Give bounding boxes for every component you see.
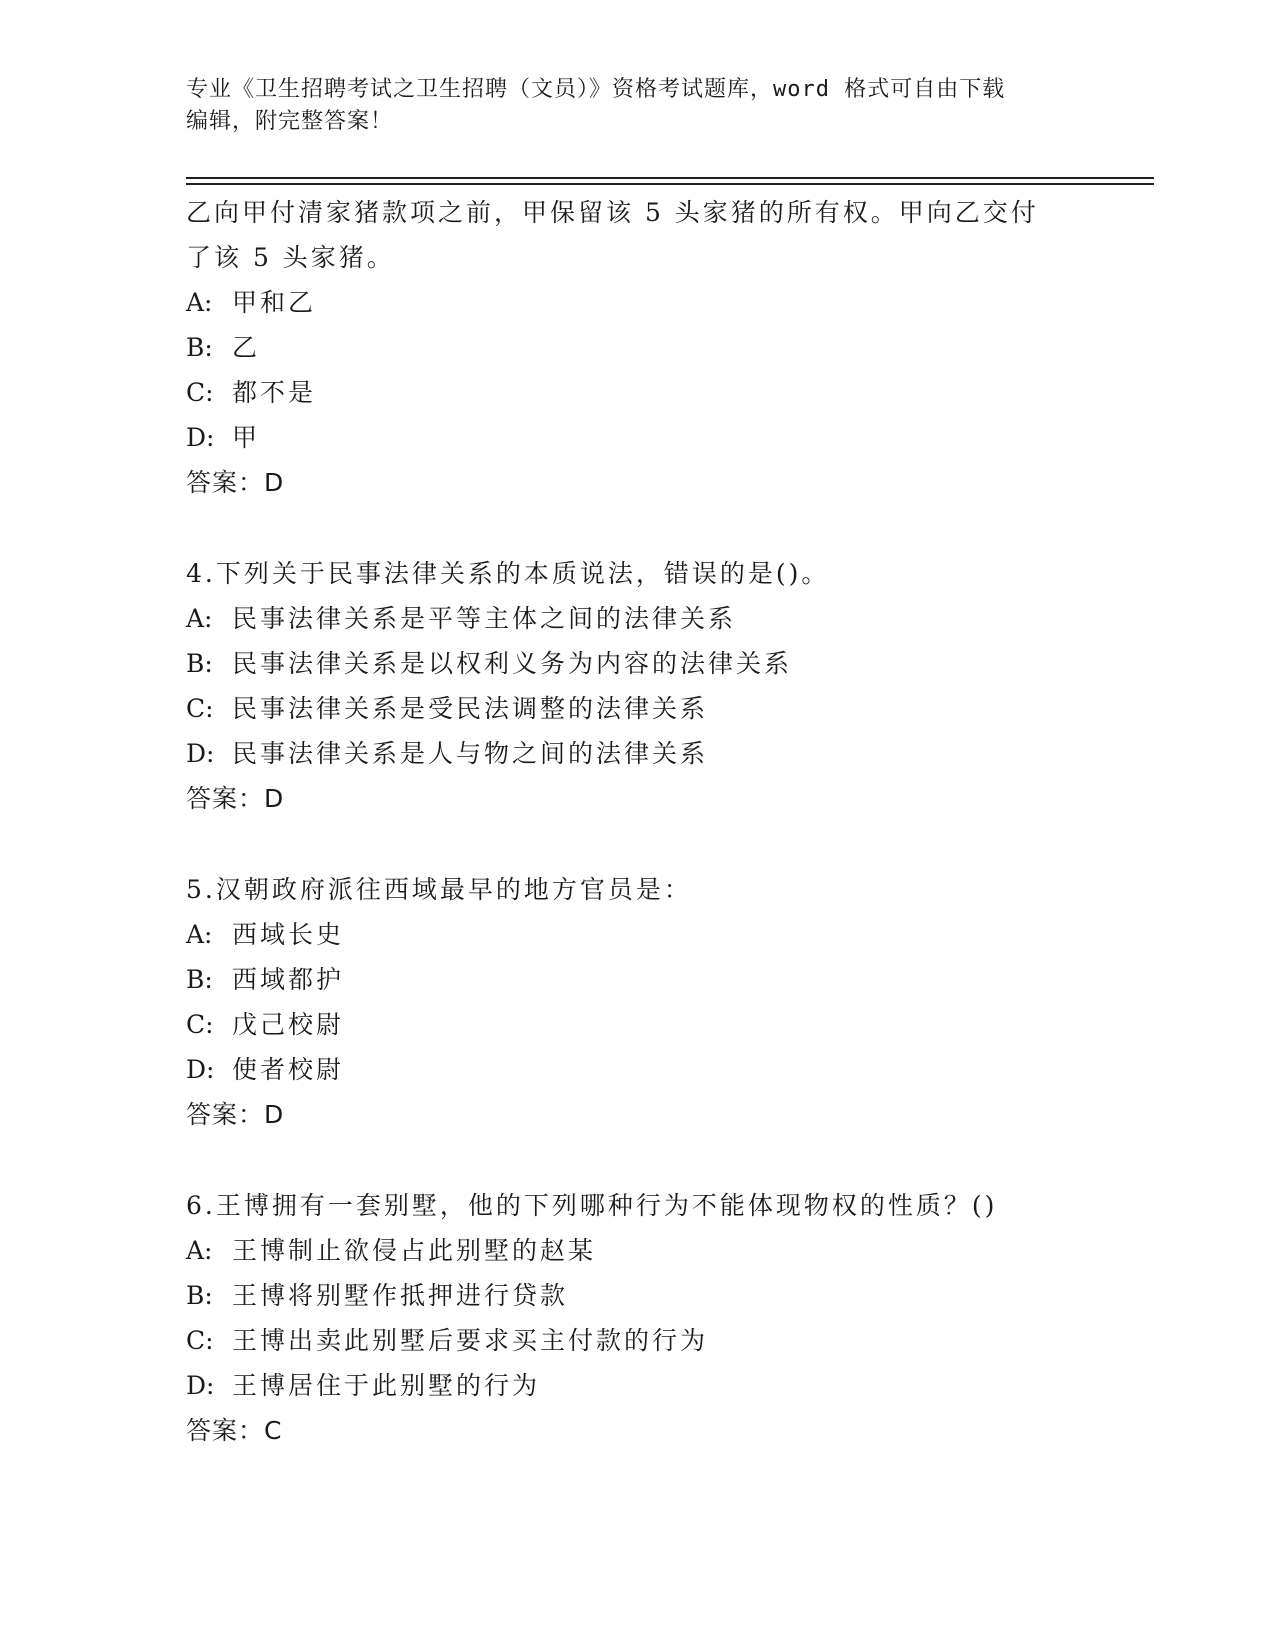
option-letter: A: [186,604,213,633]
option-d [186,1047,1146,1092]
option-text: 甲和乙 [232,288,317,317]
option-text: 王博居住于此别墅的行为 [232,1371,541,1400]
option-letter: D: [186,423,215,452]
option-letter: D: [186,1055,215,1084]
header-divider-top [186,177,1154,179]
question-stem: 4.下列关于民事法律关系的本质说法，错误的是()。 [186,559,830,588]
option-text: 民事法律关系是人与物之间的法律关系 [232,739,709,768]
option-text: 甲 [232,423,261,452]
question-stem-continued: 了该 5 头家猪。 [186,243,395,272]
option-letter: D: [186,1371,215,1400]
document-header [186,74,1086,138]
option-b [186,641,1146,686]
answer-line: 答案：D [186,468,285,497]
option-d [186,415,1146,460]
option-letter: A: [186,920,213,949]
option-letter: C: [186,694,214,723]
option-letter: C: [186,1010,214,1039]
option-letter: C: [186,1326,214,1355]
answer-line: 答案：D [186,1100,285,1129]
option-letter: D: [186,739,215,768]
option-letter: B: [186,333,213,362]
option-text: 西域都护 [232,965,345,994]
option-b [186,957,1146,1002]
answer-line: 答案：D [186,784,285,813]
question-5 [186,867,1146,1137]
option-a [186,596,1146,641]
option-text: 民事法律关系是以权利义务为内容的法律关系 [232,649,793,678]
option-b [186,1273,1146,1318]
header-line-2: 编辑，附完整答案！ [186,109,394,134]
question-list [186,190,1146,1453]
header-line-1: 专业《卫生招聘考试之卫生招聘（文员）》资格考试题库，word 格式可自由下载 [186,77,1006,102]
option-a [186,1228,1146,1273]
option-text: 王博制止欲侵占此别墅的赵某 [232,1236,597,1265]
header-divider-bottom [186,183,1154,185]
option-text: 乙 [232,333,261,362]
option-d [186,1363,1146,1408]
option-b [186,325,1146,370]
option-text: 民事法律关系是受民法调整的法律关系 [232,694,709,723]
option-text: 西域长史 [232,920,345,949]
option-c [186,1002,1146,1047]
option-text: 民事法律关系是平等主体之间的法律关系 [232,604,737,633]
option-text: 戊己校尉 [232,1010,345,1039]
option-letter: A: [186,288,213,317]
option-letter: C: [186,378,214,407]
option-a [186,280,1146,325]
option-text: 使者校尉 [232,1055,345,1084]
question-stem: 6.王博拥有一套别墅，他的下列哪种行为不能体现物权的性质？() [186,1191,998,1220]
option-letter: B: [186,649,213,678]
question-stem: 5.汉朝政府派往西域最早的地方官员是： [186,875,692,904]
answer-line: 答案：C [186,1416,283,1445]
option-letter: A: [186,1236,213,1265]
option-c [186,370,1146,415]
option-letter: B: [186,1281,213,1310]
question-stem: 乙向甲付清家猪款项之前，甲保留该 5 头家猪的所有权。甲向乙交付 [186,198,1039,227]
question-3 [186,190,1146,505]
option-text: 都不是 [232,378,317,407]
option-letter: B: [186,965,213,994]
option-a [186,912,1146,957]
option-text: 王博将别墅作抵押进行贷款 [232,1281,569,1310]
option-c [186,686,1146,731]
option-c [186,1318,1146,1363]
question-6 [186,1183,1146,1453]
option-d [186,731,1146,776]
option-text: 王博出卖此别墅后要求买主付款的行为 [232,1326,709,1355]
question-4 [186,551,1146,821]
